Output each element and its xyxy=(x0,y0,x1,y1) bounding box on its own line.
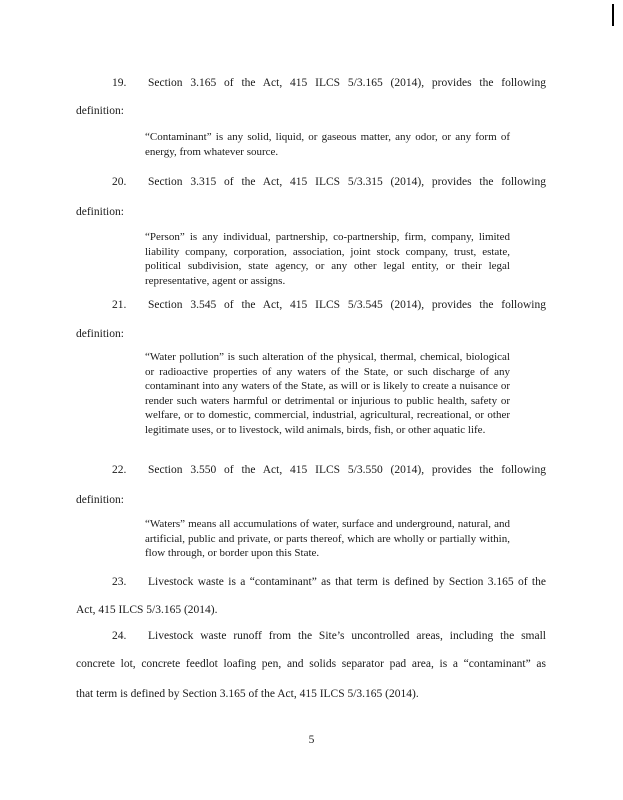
paragraph-23 xyxy=(76,574,546,591)
paragraph-19 xyxy=(76,75,546,92)
paragraph-continuation: Act, 415 ILCS 5/3.165 (2014). xyxy=(76,604,218,616)
paragraph-text: Section 3.315 of the Act, 415 ILCS 5/3.315 (2014), provides the following xyxy=(148,176,546,188)
paragraph-21 xyxy=(76,297,546,314)
paragraph-number: 22. xyxy=(112,464,127,476)
paragraph-text: Livestock waste is a “contaminant” as that term is defined by Section 3.165 of the xyxy=(148,576,546,588)
paragraph-continuation: definition: xyxy=(76,105,124,117)
paragraph-text: Livestock waste runoff from the Site’s uncontrolled areas, including the small xyxy=(148,630,546,642)
paragraph-continuation: definition: xyxy=(76,328,124,340)
page-edge-mark xyxy=(612,4,614,26)
paragraph-text: Section 3.550 of the Act, 415 ILCS 5/3.550 (2014), provides the following xyxy=(148,464,546,476)
paragraph-text: Section 3.165 of the Act, 415 ILCS 5/3.165 (2014), provides the following xyxy=(148,77,546,89)
block-quote: “Water pollution” is such alteration of the physical, thermal, chemical, biological or radioactive properties of any waters of the State, or such discharge of any contaminant into any waters of the State, as will or is likely to create a nuisance or render such waters harmful or detrimental or injurious to public health, safety or welfare, or to domestic, commercial, industrial, agricultural, recreational, or other legitimate uses, or to livestock, wild animals, birds, fish, or other aquatic life. xyxy=(145,351,510,436)
paragraph-text: Section 3.545 of the Act, 415 ILCS 5/3.545 (2014), provides the following xyxy=(148,299,546,311)
paragraph-continuation: concrete lot, concrete feedlot loafing pen, and solids separator pad area, is a “contaminant” as xyxy=(76,658,546,670)
paragraph-24 xyxy=(76,628,546,645)
paragraph-number: 21. xyxy=(112,299,127,311)
paragraph-20 xyxy=(76,174,546,191)
block-quote: “Person” is any individual, partnership, co-partnership, firm, company, limited liability company, corporation, association, joint stock company, trust, estate, political subdivision, state agency, or any other legal entity, or their legal representative, agent or assigns. xyxy=(145,231,510,287)
paragraph-number: 24. xyxy=(112,630,127,642)
block-quote: “Waters” means all accumulations of water, surface and underground, natural, and artificial, public and private, or parts thereof, which are wholly or partially within, flow through, or border upon this State. xyxy=(145,518,510,559)
paragraph-continuation: definition: xyxy=(76,494,124,506)
paragraph-number: 20. xyxy=(112,176,127,188)
paragraph-continuation: definition: xyxy=(76,206,124,218)
page-number: 5 xyxy=(308,734,315,746)
block-quote: “Contaminant” is any solid, liquid, or gaseous matter, any odor, or any form of energy, from whatever source. xyxy=(145,131,510,158)
paragraph-22 xyxy=(76,462,546,479)
paragraph-continuation: that term is defined by Section 3.165 of the Act, 415 ILCS 5/3.165 (2014). xyxy=(76,688,419,700)
paragraph-number: 23. xyxy=(112,576,127,588)
paragraph-number: 19. xyxy=(112,77,127,89)
